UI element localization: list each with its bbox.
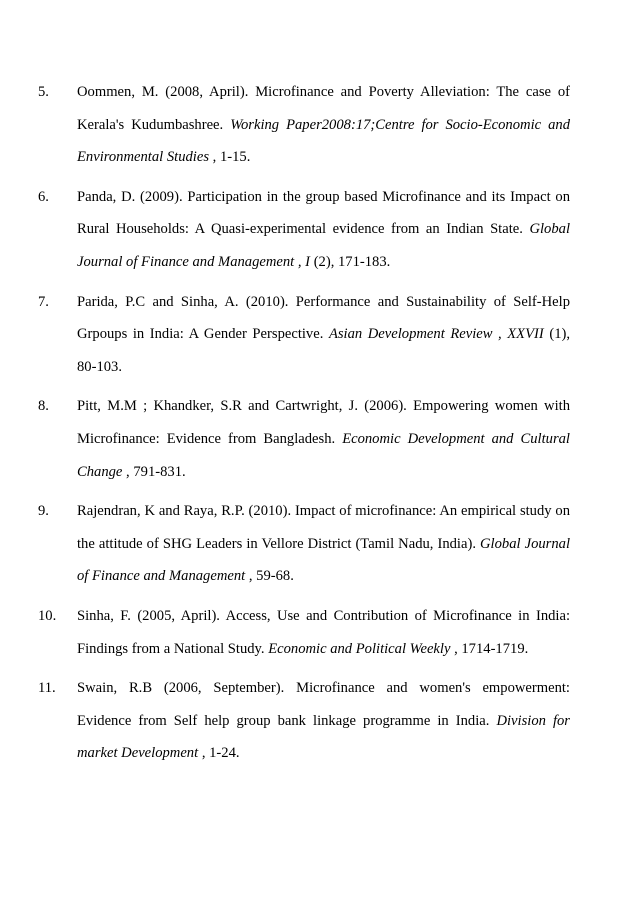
reference-number: 8. bbox=[38, 398, 49, 415]
reference-text bbox=[77, 76, 570, 174]
reference-source-title: Working Paper2008:17;Centre for Socio-Economic and Environmental Studies bbox=[77, 116, 570, 166]
reference-number: 7. bbox=[38, 293, 49, 310]
reference-number: 11. bbox=[38, 680, 56, 697]
reference-pages: , 1714-1719. bbox=[450, 640, 529, 657]
reference-text bbox=[77, 495, 570, 593]
reference-item-7 bbox=[38, 286, 570, 384]
reference-source-title: Economic and Political Weekly bbox=[268, 640, 451, 657]
reference-item-8 bbox=[38, 390, 570, 488]
reference-item-5 bbox=[38, 76, 570, 174]
reference-number: 5. bbox=[38, 84, 49, 100]
reference-number: 6. bbox=[38, 188, 49, 205]
reference-number: 10. bbox=[38, 607, 57, 624]
reference-pages: , 791-831. bbox=[122, 463, 186, 480]
reference-pages: , 59-68. bbox=[245, 568, 294, 585]
reference-item-11 bbox=[38, 672, 570, 770]
reference-pages: (2), 171-183. bbox=[310, 253, 391, 270]
reference-list bbox=[38, 76, 570, 777]
reference-pages: , 1-15. bbox=[209, 149, 251, 166]
reference-citation: Panda, D. (2009). Participation in the group based Microfinance and its Impact on Rural Households: A Quasi-experimental evidence from an Indian State. bbox=[77, 188, 570, 238]
reference-citation: Pitt, M.M ; Khandker, S.R and Cartwright, J. (2006). Empowering women with Microfinance: Evidence from Bangladesh. bbox=[77, 398, 570, 447]
reference-item-10 bbox=[38, 600, 570, 665]
reference-citation: Parida, P.C and Sinha, A. (2010). Performance and Sustainability of Self-Help Grpoups in India: A Gender Perspective. bbox=[77, 293, 570, 343]
reference-source-title: Global Journal of Finance and Management , I bbox=[77, 221, 570, 270]
reference-pages: , 1-24. bbox=[198, 745, 240, 762]
reference-text bbox=[77, 672, 570, 770]
reference-text bbox=[77, 286, 570, 384]
reference-citation: Rajendran, K and Raya, R.P. (2010). Impact of microfinance: An empirical study on the attitude of SHG Leaders in Vellore District (Tamil Nadu, India). bbox=[77, 503, 570, 552]
reference-text bbox=[77, 181, 570, 279]
reference-text bbox=[77, 390, 570, 488]
reference-source-title: Division for market Development bbox=[77, 712, 570, 762]
reference-number: 9. bbox=[38, 503, 49, 520]
reference-item-9 bbox=[38, 495, 570, 593]
reference-citation: Oommen, M. (2008, April). Microfinance and Poverty Alleviation: The case of Kerala's Kudumbashree. bbox=[77, 84, 570, 133]
reference-source-title: Economic Development and Cultural Change bbox=[77, 430, 570, 480]
reference-source-title: Global Journal of Finance and Management bbox=[77, 535, 570, 585]
reference-text bbox=[77, 600, 570, 665]
reference-item-6 bbox=[38, 181, 570, 279]
reference-citation: Swain, R.B (2006, September). Microfinance and women's empowerment: Evidence from Self help group bank linkage programme in India. bbox=[77, 680, 570, 729]
reference-pages: (1), 80-103. bbox=[77, 326, 570, 375]
reference-citation: Sinha, F. (2005, April). Access, Use and Contribution of Microfinance in India: Findings from a National Study. bbox=[77, 607, 570, 657]
reference-source-title: Asian Development Review , XXVII bbox=[328, 326, 544, 343]
